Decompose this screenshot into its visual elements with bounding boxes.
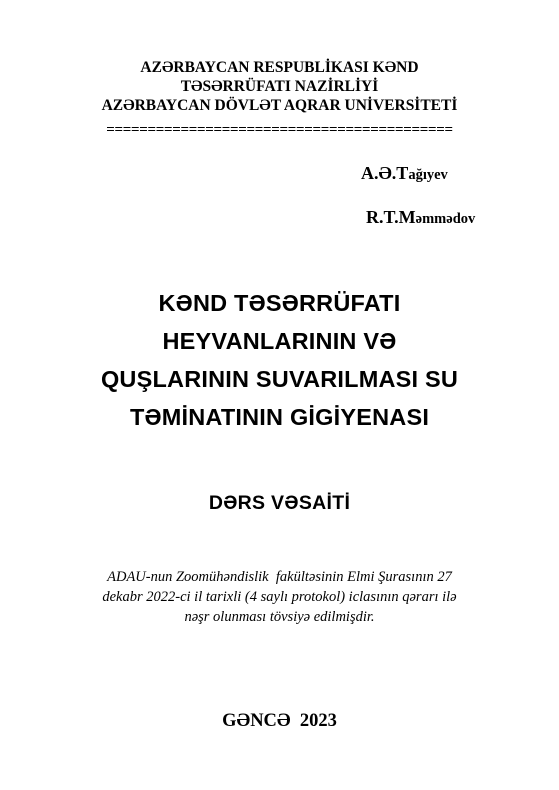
title-line-4: TƏMİNATININ GİGİYENASI <box>129 404 430 430</box>
ministry-header <box>0 58 559 115</box>
approval-line-3: nəşr olunması tövsiyə edilmişdir. <box>184 609 375 625</box>
author-1-initials: A.Ə.T <box>361 163 409 183</box>
title-line-1: KƏND TƏSƏRRÜFATI <box>158 290 401 316</box>
header-separator: ========================================== <box>106 122 453 138</box>
header-line-university: AZƏRBAYCAN DÖVLƏT AQRAR UNİVERSİTETİ <box>101 97 458 114</box>
book-title <box>0 284 559 436</box>
author-2-initials: R.T.M <box>366 207 416 227</box>
place-year: GƏNCƏ 2023 <box>222 711 337 731</box>
author-1-surname: ağıyev <box>408 167 448 183</box>
title-line-3: QUŞLARININ SUVARILMASI SU <box>100 366 459 392</box>
approval-line-1: ADAU-nun Zoomühəndislik fakültəsinin Elmi Şurasının 27 <box>107 569 452 585</box>
approval-line-2: dekabr 2022-ci il tarixli (4 saylı protokol) iclasının qərarı ilə <box>102 589 457 605</box>
title-line-2: HEYVANLARININ VƏ <box>162 328 397 354</box>
header-line-country: AZƏRBAYCAN RESPUBLİKASI KƏND <box>140 59 419 76</box>
author-1 <box>361 163 448 184</box>
document-type: DƏRS VƏSAİTİ <box>208 492 351 514</box>
header-line-ministry: TƏSƏRRÜFATI NAZİRLİYİ <box>180 78 379 95</box>
author-2-surname: əmmədov <box>415 211 476 227</box>
approval-note <box>0 567 559 627</box>
author-2 <box>366 207 475 228</box>
